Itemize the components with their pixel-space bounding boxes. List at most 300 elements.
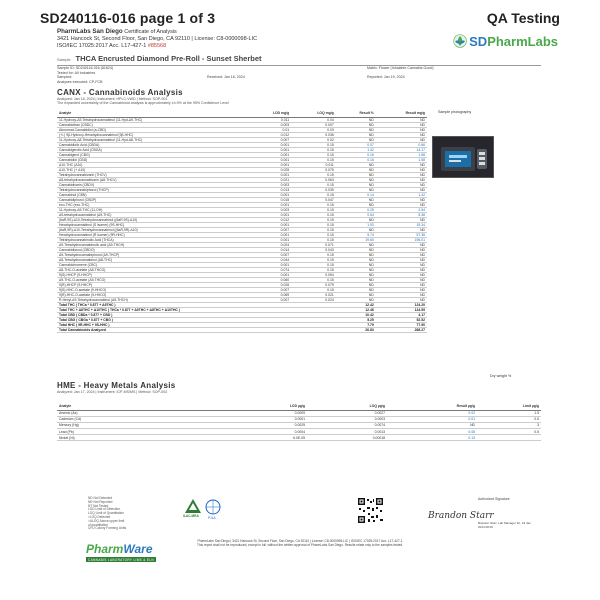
- meta-matrix: Matrix: Flower (Inhalable Cannabis Good): [367, 66, 434, 70]
- table-cell: 9(R)-HHC-O-acetate (9-HHCO): [57, 292, 247, 297]
- table-cell: (6aR,9S)-Δ10-Tetrahydrocannabinol ((6aR,9S)-Δ10): [57, 217, 247, 222]
- table-cell: Tetrahydrocannabinolic Acid (THCA): [57, 237, 247, 242]
- table-cell: 0.024: [247, 242, 291, 247]
- table-cell: 0.001: [247, 202, 291, 207]
- table-cell: 9(R)-HHCP (9-HHCP): [57, 282, 247, 287]
- table-cell: ND: [376, 242, 427, 247]
- table-cell: 77.90: [376, 322, 427, 327]
- table-cell: ND: [387, 422, 477, 428]
- table-cell: ND: [376, 177, 427, 182]
- table-cell: 0.014: [247, 247, 291, 252]
- table-cell: 0.003: [247, 122, 291, 127]
- meta-analyses: Analyses executed: CP-FCB: [57, 79, 103, 84]
- table-cell: 0.075: [291, 167, 336, 172]
- canx-sub2: The expanded uncertainty of the Cannabinoid analysis is approximately ±4.9% at the 95% Confidence Level: [57, 101, 229, 106]
- table-cell: ND: [376, 287, 427, 292]
- table-cell: 124.20: [376, 302, 427, 307]
- table-cell: 0.001: [247, 212, 291, 217]
- pharmware-tag: CANNABIS LABORATORY LIMS & ELN: [86, 557, 156, 562]
- table-cell: Cannabidivarin (CBDV): [57, 182, 247, 187]
- sample-name: THCA Encrusted Diamond Pre-Roll - Sunset Sherbet: [75, 54, 262, 63]
- table-cell: ND: [336, 162, 376, 167]
- table-cell: ND: [376, 262, 427, 267]
- table-cell: 0.16: [336, 152, 376, 157]
- table-cell: Abnormal-Cannabidiol (a-CBD): [57, 127, 247, 132]
- table-cell: 0.15: [291, 172, 336, 177]
- table-cell: [291, 327, 336, 332]
- table-cell: 57.36: [376, 232, 427, 237]
- ilac-accreditation: [183, 497, 227, 527]
- table-cell: 0.001: [247, 272, 291, 277]
- col-result-mg: Result mg/g: [376, 110, 427, 117]
- table-cell: 0.071: [291, 242, 336, 247]
- table-cell: ND: [336, 292, 376, 297]
- table-cell: 9(S)-HHCP (9-HHCP): [57, 272, 247, 277]
- table-cell: 0.04: [291, 117, 336, 122]
- note-item: NT Not Tested: [88, 503, 109, 508]
- table-cell: 0.02: [291, 137, 336, 142]
- table-cell: Δ8-THC-O-acetate (Δ8-THCO): [57, 267, 247, 272]
- table-cell: 0.15: [291, 207, 336, 212]
- table-cell: ND: [376, 162, 427, 167]
- table-cell: ND: [376, 132, 427, 137]
- table-cell: ND: [336, 132, 376, 137]
- dry-weight-note: Dry weight %: [490, 374, 512, 378]
- table-cell: 0.001: [247, 147, 291, 152]
- table-cell: 0.5: [477, 429, 541, 435]
- note-item: NR Not Reported: [88, 499, 113, 504]
- table-cell: 11-Hydroxy-Δ9-THC (11-OH): [57, 207, 247, 212]
- table-cell: 0.007: [247, 252, 291, 257]
- table-cell: ND: [336, 217, 376, 222]
- meta-received: Received: Jan 16, 2024: [207, 75, 245, 80]
- table-cell: 0.15: [291, 232, 336, 237]
- qr-code-icon: [357, 497, 384, 524]
- lab-block: [57, 28, 257, 50]
- table-cell: 0.15: [291, 267, 336, 272]
- table-cell: 14.17: [376, 147, 427, 152]
- table-cell: ND: [376, 127, 427, 132]
- table-cell: 6.0E-05: [227, 435, 307, 441]
- table-cell: 4.17: [376, 312, 427, 317]
- table-cell: ND: [376, 252, 427, 257]
- cannabinoids-table: [57, 110, 427, 333]
- table-cell: ND: [336, 287, 376, 292]
- table-cell: ND: [336, 252, 376, 257]
- table-cell: ND: [336, 127, 376, 132]
- table-row: [57, 435, 541, 441]
- table-cell: 0.001: [247, 142, 291, 147]
- signature-label: Authorized Signature: [478, 497, 510, 501]
- table-cell: 0.007: [247, 297, 291, 302]
- table-cell: 0.15: [291, 277, 336, 282]
- table-cell: Cannabidiorcol (CBDO): [57, 247, 247, 252]
- table-cell: 26.83: [336, 327, 376, 332]
- table-cell: 1.58: [376, 157, 427, 162]
- col-lod: LOD mg/g: [247, 110, 291, 117]
- table-cell: 0.013: [247, 187, 291, 192]
- table-cell: 0.03: [291, 127, 336, 132]
- footer-line2: This report shall not be reproduced, except in full, without the written approval of PharmLabs San Diego. Results relate only to the samples tested.: [196, 542, 404, 547]
- table-cell: (6aR,9R)-Δ10-Tetrahydrocannabinol ((6aR,9R)-Δ10): [57, 227, 247, 232]
- col-analyte: Analyte: [57, 110, 247, 117]
- ilac-logo-icon: [183, 497, 227, 527]
- table-cell: 0.15: [291, 252, 336, 257]
- canx-title: CANX - Cannabinoids Analysis: [57, 88, 183, 97]
- table-cell: 5.25: [336, 317, 376, 322]
- table-cell: R-Hexyl-Δ9-Tetrahydrocannabinol (Δ9-THCH): [57, 297, 247, 302]
- table-cell: 0.060: [247, 277, 291, 282]
- table-cell: 0.0013: [307, 429, 387, 435]
- table-cell: (+/-) 9β-Hydroxy-Hexahydrocannabinol (9β-HHC): [57, 132, 247, 137]
- table-cell: Cannabinol (CBN): [57, 192, 247, 197]
- canx-sub1: Analyzed: Jan 18, 2024 | Instrument: HPLC-VWD | Method: SOP-001: [57, 97, 168, 101]
- table-cell: 1.5: [477, 410, 541, 416]
- table-cell: 0.007: [247, 137, 291, 142]
- table-cell: 11-Hydroxy-Δ9-Tetrahydrocannabinol (11-Hyd-Δ9-THC): [57, 117, 247, 122]
- table-cell: 0.15: [291, 147, 336, 152]
- table-cell: Tetrahydrocannabivarin (THCV): [57, 172, 247, 177]
- ilac-label: ILAC-MRA: [183, 514, 199, 518]
- table-cell: 0.15: [291, 262, 336, 267]
- col-lod: LOD µg/g: [227, 402, 307, 410]
- table-cell: 0.012: [247, 217, 291, 222]
- table-cell: 0.0001: [227, 416, 307, 422]
- table-cell: 0.003: [247, 182, 291, 187]
- table-cell: 0.047: [291, 197, 336, 202]
- table-cell: 0.001: [247, 172, 291, 177]
- table-cell: ND: [336, 282, 376, 287]
- hme-title: HME - Heavy Metals Analysis: [57, 381, 176, 390]
- table-cell: Δ9-tetrahydrocannabinol (Δ9-THC): [57, 212, 247, 217]
- table-cell: 0.15: [291, 152, 336, 157]
- footer: [150, 540, 450, 548]
- table-cell: ND: [376, 257, 427, 262]
- table-cell: Total CBD ( CBDa * 0.877 + CBD ): [57, 312, 247, 317]
- table-cell: ND: [336, 242, 376, 247]
- table-cell: Δ9-THC-O-acetate (Δ9-THCO): [57, 277, 247, 282]
- sample-photo: [432, 136, 494, 178]
- table-cell: 0.001: [247, 152, 291, 157]
- table-cell: [247, 327, 291, 332]
- table-cell: 0.15: [291, 142, 336, 147]
- lab-name: PharmLabs San Diego: [57, 28, 123, 35]
- table-cell: 0.015: [247, 197, 291, 202]
- table-cell: 0.15: [291, 287, 336, 292]
- table-cell: 0.024: [291, 297, 336, 302]
- table-cell: 0.011: [247, 117, 291, 122]
- table-cell: 0.0004: [227, 429, 307, 435]
- table-cell: Total THC ( THCa * 0.877 + Δ9THC ): [57, 302, 247, 307]
- table-cell: ND: [376, 267, 427, 272]
- table-cell: Mercury (Hg): [57, 422, 227, 428]
- table-cell: 0.66: [376, 142, 427, 147]
- table-cell: 0.01: [387, 416, 477, 422]
- table-cell: 0.036: [291, 132, 336, 137]
- table-cell: exo-THC (exo-THC): [57, 202, 247, 207]
- table-cell: ND: [336, 202, 376, 207]
- table-cell: ND: [376, 227, 427, 232]
- leaf-icon: [453, 31, 467, 51]
- sample-label: Sample: [57, 57, 71, 62]
- table-cell: 0.25: [336, 207, 376, 212]
- photo-label: Sample photography: [438, 110, 472, 114]
- table-cell: 0.007: [247, 287, 291, 292]
- table-cell: ND: [336, 182, 376, 187]
- table-cell: 0.15: [291, 217, 336, 222]
- signature-role: Brandon Starr, Lab Manager Fri, 19 Jan 2024 08:00: [478, 521, 531, 529]
- table-cell: 0.13: [387, 435, 477, 441]
- table-cell: 0.001: [247, 162, 291, 167]
- table-cell: 12.46: [336, 307, 376, 312]
- table-cell: 12.42: [336, 302, 376, 307]
- table-cell: Tetrahydrocannabiphorol (THCP): [57, 187, 247, 192]
- table-cell: 0.15: [291, 157, 336, 162]
- table-cell: ND: [376, 247, 427, 252]
- table-cell: Hexahydrocannabinol (S isomer) (9S-HHC): [57, 222, 247, 227]
- table-cell: 11-Hydroxy-Δ8-Tetrahydrocannabinol (11-Hyd-Δ8-THC): [57, 137, 247, 142]
- table-cell: ND: [336, 137, 376, 142]
- note-item: <LOQ Detected: [88, 514, 111, 519]
- table-cell: 0.54: [336, 212, 376, 217]
- table-cell: 0.001: [247, 157, 291, 162]
- table-cell: 0.15: [291, 202, 336, 207]
- table-cell: ND: [336, 197, 376, 202]
- meta-reported: Reported: Jan 19, 2024: [367, 75, 405, 80]
- table-cell: 0.021: [291, 292, 336, 297]
- table-cell: 0.039: [291, 187, 336, 192]
- table-cell: Cannabichromene (CBC): [57, 262, 247, 267]
- hme-section-header: [57, 381, 541, 394]
- table-cell: Total CBG ( CBGa * 0.877 + CBG ): [57, 317, 247, 322]
- canx-section-header: [57, 88, 541, 105]
- table-cell: Total HHC ( 9R-HHC + 9S-HHC ): [57, 322, 247, 327]
- table-cell: ND: [336, 262, 376, 267]
- lab-iso-link[interactable]: #85568: [147, 43, 167, 49]
- table-cell: ND: [376, 137, 427, 142]
- table-cell: 0.00018: [307, 435, 387, 441]
- table-cell: 1.42: [336, 147, 376, 152]
- table-cell: ND: [376, 272, 427, 277]
- table-cell: 0.001: [247, 222, 291, 227]
- table-cell: 0.026: [247, 282, 291, 287]
- table-cell: 1.58: [376, 152, 427, 157]
- table-cell: ND: [336, 272, 376, 277]
- hme-sub: Analyzed: Jan 17, 2024 | Instrument: ICP-MS/MS | Method: SOP-003: [57, 390, 168, 394]
- qa-label: QA Testing: [486, 10, 560, 26]
- table-cell: ND: [376, 167, 427, 172]
- product-photo-image: [433, 137, 494, 178]
- table-cell: 0.021: [247, 177, 291, 182]
- table-cell: ND: [336, 257, 376, 262]
- table-cell: 0.001: [247, 237, 291, 242]
- abbreviation-notes: [88, 497, 158, 531]
- table-cell: ND: [336, 227, 376, 232]
- pharmware-logo: [86, 542, 156, 562]
- table-cell: Δ9-Tetrahydrocannabiphorol (Δ9-THCP): [57, 252, 247, 257]
- table-cell: Cannabigerolic Acid (CBGA): [57, 147, 247, 152]
- table-cell: 0.15: [291, 237, 336, 242]
- table-cell: [477, 435, 541, 441]
- table-cell: ND: [336, 177, 376, 182]
- table-cell: Arsenic (As): [57, 410, 227, 416]
- table-cell: Hexahydrocannabinol (R isomer) (9R-HHC): [57, 232, 247, 237]
- table-cell: ND: [376, 282, 427, 287]
- table-cell: Cannabicitran (CBDC): [57, 122, 247, 127]
- table-cell: 0.001: [247, 262, 291, 267]
- table-cell: 5.38: [376, 212, 427, 217]
- meta-tested-for: Tested for: All Industries: [57, 70, 96, 75]
- table-cell: Cannabidiolic Acid (CBDA): [57, 142, 247, 147]
- table-cell: ND: [376, 182, 427, 187]
- qr-code[interactable]: [357, 497, 384, 524]
- table-cell: 0.15: [291, 192, 336, 197]
- table-cell: 5.74: [336, 232, 376, 237]
- table-cell: ND: [376, 122, 427, 127]
- table-cell: ND: [376, 187, 427, 192]
- lab-iso: ISO/IEC 17025:2017 Acc. L17-427-1: [57, 43, 147, 49]
- table-cell: ND: [376, 297, 427, 302]
- table-row: [57, 327, 427, 332]
- meta-sampled: Sampled:: [57, 75, 73, 80]
- table-cell: ND: [376, 292, 427, 297]
- col-result-pct: Result %: [336, 110, 376, 117]
- table-cell: 0.063: [291, 177, 336, 182]
- col-result: Result µg/g: [387, 402, 477, 410]
- table-cell: 0.074: [247, 267, 291, 272]
- table-cell: 0.001: [247, 192, 291, 197]
- table-cell: Total THC + Δ8THC + Δ10THC ( THCa * 0.877 + Δ9THC + Δ8THC + Δ10THC ): [57, 307, 247, 312]
- note-item: LOD Limit of Detection: [88, 507, 121, 512]
- note-item: CFU Colony Forming Units: [88, 526, 127, 531]
- meta-sample-id: Sample ID: SD240116-016 (81624): [57, 66, 114, 70]
- note-item: of quantitation: [88, 522, 109, 527]
- table-cell: 0.012: [247, 132, 291, 137]
- table-cell: ND: [336, 172, 376, 177]
- logo-text-sd: SD: [469, 33, 488, 49]
- table-cell: ND: [376, 172, 427, 177]
- col-loq: LOQ mg/g: [291, 110, 336, 117]
- table-cell: 0.0009: [227, 410, 307, 416]
- table-header-row: [57, 110, 427, 117]
- sample-bar: [57, 54, 541, 66]
- table-cell: Δ9-Tetrahydrocannabinolic acid (Δ9-THCH): [57, 242, 247, 247]
- doc-id: SD240116-016 page 1 of 3: [40, 10, 216, 26]
- table-cell: 0.044: [247, 257, 291, 262]
- table-cell: 0.011: [291, 162, 336, 167]
- note-item: >ULOQ Above upper limit: [88, 518, 125, 523]
- table-cell: 0.043: [291, 247, 336, 252]
- table-cell: 1.93: [336, 222, 376, 227]
- sdpharmlabs-logo: [453, 28, 558, 54]
- table-cell: Lead (Pb): [57, 429, 227, 435]
- table-cell: ND: [336, 247, 376, 252]
- table-cell: 2.54: [376, 207, 427, 212]
- table-cell: ND: [336, 267, 376, 272]
- table-cell: Cannabigerol (CBG): [57, 152, 247, 157]
- table-cell: ND: [336, 187, 376, 192]
- table-cell: 19.60: [336, 237, 376, 242]
- table-cell: Δ8-Tetrahydrocannabinol (Δ8-THC): [57, 257, 247, 262]
- table-cell: 0.15: [291, 182, 336, 187]
- table-cell: ND: [336, 122, 376, 127]
- table-cell: Cannabidiphorol (CBDP): [57, 197, 247, 202]
- table-cell: ND: [336, 167, 376, 172]
- table-cell: 0.0025: [227, 422, 307, 428]
- table-cell: 0.0074: [307, 422, 387, 428]
- table-cell: 9(S)-HHC-O-acetate (9-HHCO): [57, 287, 247, 292]
- table-header-row: [57, 402, 541, 410]
- table-cell: 0.079: [291, 282, 336, 287]
- table-cell: 0.0003: [307, 416, 387, 422]
- note-item: ND Not Detected: [88, 496, 113, 500]
- col-limit: Limit µg/g: [477, 402, 541, 410]
- table-cell: ND: [336, 297, 376, 302]
- note-item: LOQ Limit of Quantitation: [88, 511, 124, 516]
- table-cell: ND: [336, 117, 376, 122]
- table-cell: 1.42: [376, 192, 427, 197]
- table-cell: 0.007: [247, 227, 291, 232]
- table-cell: Δ10-THC (Δ10): [57, 162, 247, 167]
- table-cell: 124.59: [376, 307, 427, 312]
- table-cell: 0.02: [387, 410, 477, 416]
- table-cell: 0.08: [387, 429, 477, 435]
- table-cell: 0.15: [291, 227, 336, 232]
- signature-name: Brandon Starr: [428, 511, 494, 521]
- col-analyte: Analyte: [57, 402, 227, 410]
- table-cell: 268.27: [376, 327, 427, 332]
- table-cell: Cadmium (Cd): [57, 416, 227, 422]
- table-cell: ND: [336, 277, 376, 282]
- table-cell: Cannabidiol (CBD): [57, 157, 247, 162]
- heavy-metals-table: [57, 402, 541, 441]
- table-cell: 19.34: [376, 222, 427, 227]
- logo-text-pharmlabs: PharmLabs: [487, 33, 558, 49]
- table-cell: 0.07: [336, 142, 376, 147]
- table-cell: Total Cannabinoids Analyzed: [57, 327, 247, 332]
- table-cell: 0.025: [247, 167, 291, 172]
- table-cell: 0.01: [247, 127, 291, 132]
- table-cell: ND: [376, 197, 427, 202]
- table-cell: 7.79: [336, 322, 376, 327]
- table-cell: 0.069: [247, 292, 291, 297]
- col-loq: LOQ µg/g: [307, 402, 387, 410]
- table-cell: 0.001: [247, 232, 291, 237]
- pharmware-name-b: Ware: [123, 542, 153, 556]
- table-cell: 0.0027: [307, 410, 387, 416]
- table-cell: 0.15: [291, 212, 336, 217]
- table-cell: ND: [376, 117, 427, 122]
- table-cell: ND: [376, 217, 427, 222]
- table-cell: Nickel (Ni): [57, 435, 227, 441]
- table-cell: 52.52: [376, 317, 427, 322]
- table-cell: 0.5: [477, 416, 541, 422]
- table-cell: Δ8-tetrahydrocannabivarin (Δ8-THCV): [57, 177, 247, 182]
- table-cell: ND: [376, 202, 427, 207]
- table-cell: 0.003: [247, 207, 291, 212]
- ilac-sub: PJLA: [208, 516, 216, 520]
- table-cell: 10.42: [336, 312, 376, 317]
- pharmware-name-a: Pharm: [86, 542, 124, 556]
- footer-line1: PharmLabs San Diego | 3421 Hancock St, Second Floor, San Diego, CA 92110 | License: C8-0000098-LIC | ISO/IEC 17025:2017 Acc. L17-427-1: [197, 539, 403, 543]
- lab-cert: Certificate of Analysis: [124, 29, 177, 35]
- table-cell: 0.14: [336, 192, 376, 197]
- table-cell: 0.15: [291, 222, 336, 227]
- signature-block: [428, 497, 531, 529]
- sample-meta: [57, 66, 541, 84]
- table-cell: 3: [477, 422, 541, 428]
- table-cell: 0.007: [291, 122, 336, 127]
